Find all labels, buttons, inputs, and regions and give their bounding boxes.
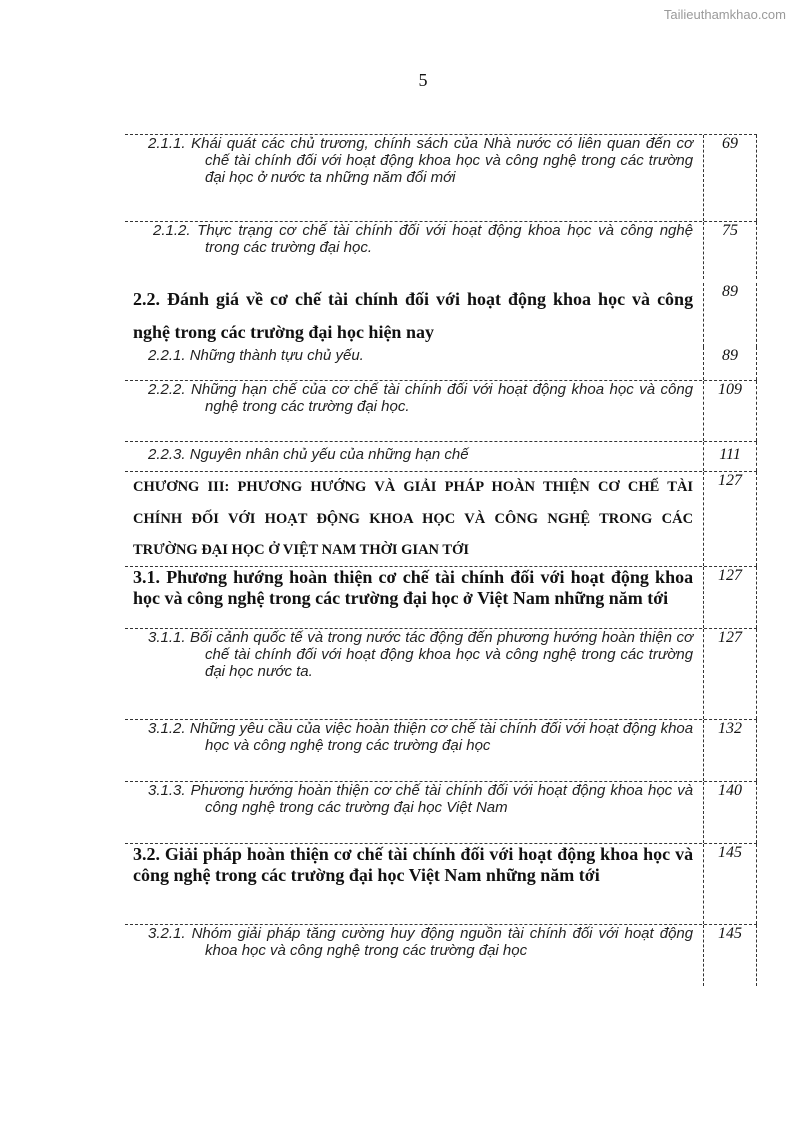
table-of-contents xyxy=(125,134,757,986)
toc-entry-title: 2.1.2. Thực trạng cơ chế tài chính đối với hoạt động khoa học và công nghệ trong các trường đại học. xyxy=(125,222,704,279)
toc-entry-title: 3.1.3. Phương hướng hoàn thiện cơ chế tài chính đối với hoạt động khoa học và công nghệ trong các trường đại học Việt Nam xyxy=(125,782,704,843)
toc-entry-title: 3.1. Phương hướng hoàn thiện cơ chế tài chính đối với hoạt động khoa học và công nghệ trong các trường đại học ở Việt Nam những năm tới xyxy=(125,567,704,628)
toc-entry xyxy=(125,279,757,347)
toc-entry-page: 145 xyxy=(704,844,757,924)
page-number: 5 xyxy=(418,70,428,90)
toc-entry-page: 69 xyxy=(704,135,757,221)
toc-entry-page: 75 xyxy=(704,222,757,279)
toc-entry xyxy=(125,441,757,471)
toc-entry-title: CHƯƠNG III: PHƯƠNG HƯỚNG VÀ GIẢI PHÁP HOÀN THIỆN CƠ CHẾ TÀI CHÍNH ĐỐI VỚI HOẠT ĐỘNG KHOA HỌC VÀ CÔNG NGHỆ TRONG CÁC TRƯỜNG ĐẠI HỌC Ở VIỆT NAM THỜI GIAN TỚI xyxy=(125,472,704,566)
toc-entry xyxy=(125,924,757,986)
toc-entry xyxy=(125,380,757,441)
toc-entry-title: 3.2.1. Nhóm giải pháp tăng cường huy động nguồn tài chính đối với hoạt động khoa học và công nghệ trong các trường đại học xyxy=(125,925,704,986)
toc-entry-page: 140 xyxy=(704,782,757,843)
toc-entry-title: 3.2. Giải pháp hoàn thiện cơ chế tài chính đối với hoạt động khoa học và công nghệ trong các trường đại học Việt Nam những năm tới xyxy=(125,844,704,924)
toc-entry xyxy=(125,471,757,566)
toc-entry xyxy=(125,134,757,221)
toc-entry-title: 2.2. Đánh giá về cơ chế tài chính đối với hoạt động khoa học và công nghệ trong các trường đại học hiện nay xyxy=(125,283,704,347)
toc-entry-page: 127 xyxy=(704,629,757,719)
toc-entry-page: 132 xyxy=(704,720,757,781)
toc-entry xyxy=(125,843,757,924)
toc-entry xyxy=(125,566,757,628)
toc-entry xyxy=(125,221,757,279)
toc-entry-page: 127 xyxy=(704,567,757,628)
toc-entry-page: 127 xyxy=(704,472,757,566)
toc-entry xyxy=(125,347,757,380)
toc-entry-title: 2.2.2. Những hạn chế của cơ chế tài chính đối với hoạt động khoa học và công nghệ trong các trường đại học. xyxy=(125,381,704,441)
toc-entry-page: 89 xyxy=(704,283,757,347)
toc-entry-page: 145 xyxy=(704,925,757,986)
toc-entry-title: 3.1.2. Những yêu cầu của việc hoàn thiện cơ chế tài chính đối với hoạt động khoa học và công nghệ trong các trường đại học xyxy=(125,720,704,781)
toc-entry-page: 109 xyxy=(704,381,757,441)
toc-entry xyxy=(125,781,757,843)
toc-entry-title: 2.1.1. Khái quát các chủ trương, chính sách của Nhà nước có liên quan đến cơ chế tài chính đối với hoạt động khoa học và công nghệ trong các trường đại học ở nước ta những năm đổi mới xyxy=(125,135,704,221)
watermark: Tailieuthamkhao.com xyxy=(663,7,786,22)
toc-entry-page: 111 xyxy=(704,442,757,471)
toc-entry-page: 89 xyxy=(704,347,757,380)
toc-entry-title: 2.2.1. Những thành tựu chủ yếu. xyxy=(125,347,704,380)
toc-entry xyxy=(125,719,757,781)
toc-entry xyxy=(125,628,757,719)
toc-entry-title: 3.1.1. Bối cảnh quốc tế và trong nước tác động đến phương hướng hoàn thiện cơ chế tài chính đối với hoạt động khoa học và công nghệ trong các trường đại học nước ta. xyxy=(125,629,704,719)
toc-entry-title: 2.2.3. Nguyên nhân chủ yếu của những hạn chế xyxy=(125,442,704,471)
